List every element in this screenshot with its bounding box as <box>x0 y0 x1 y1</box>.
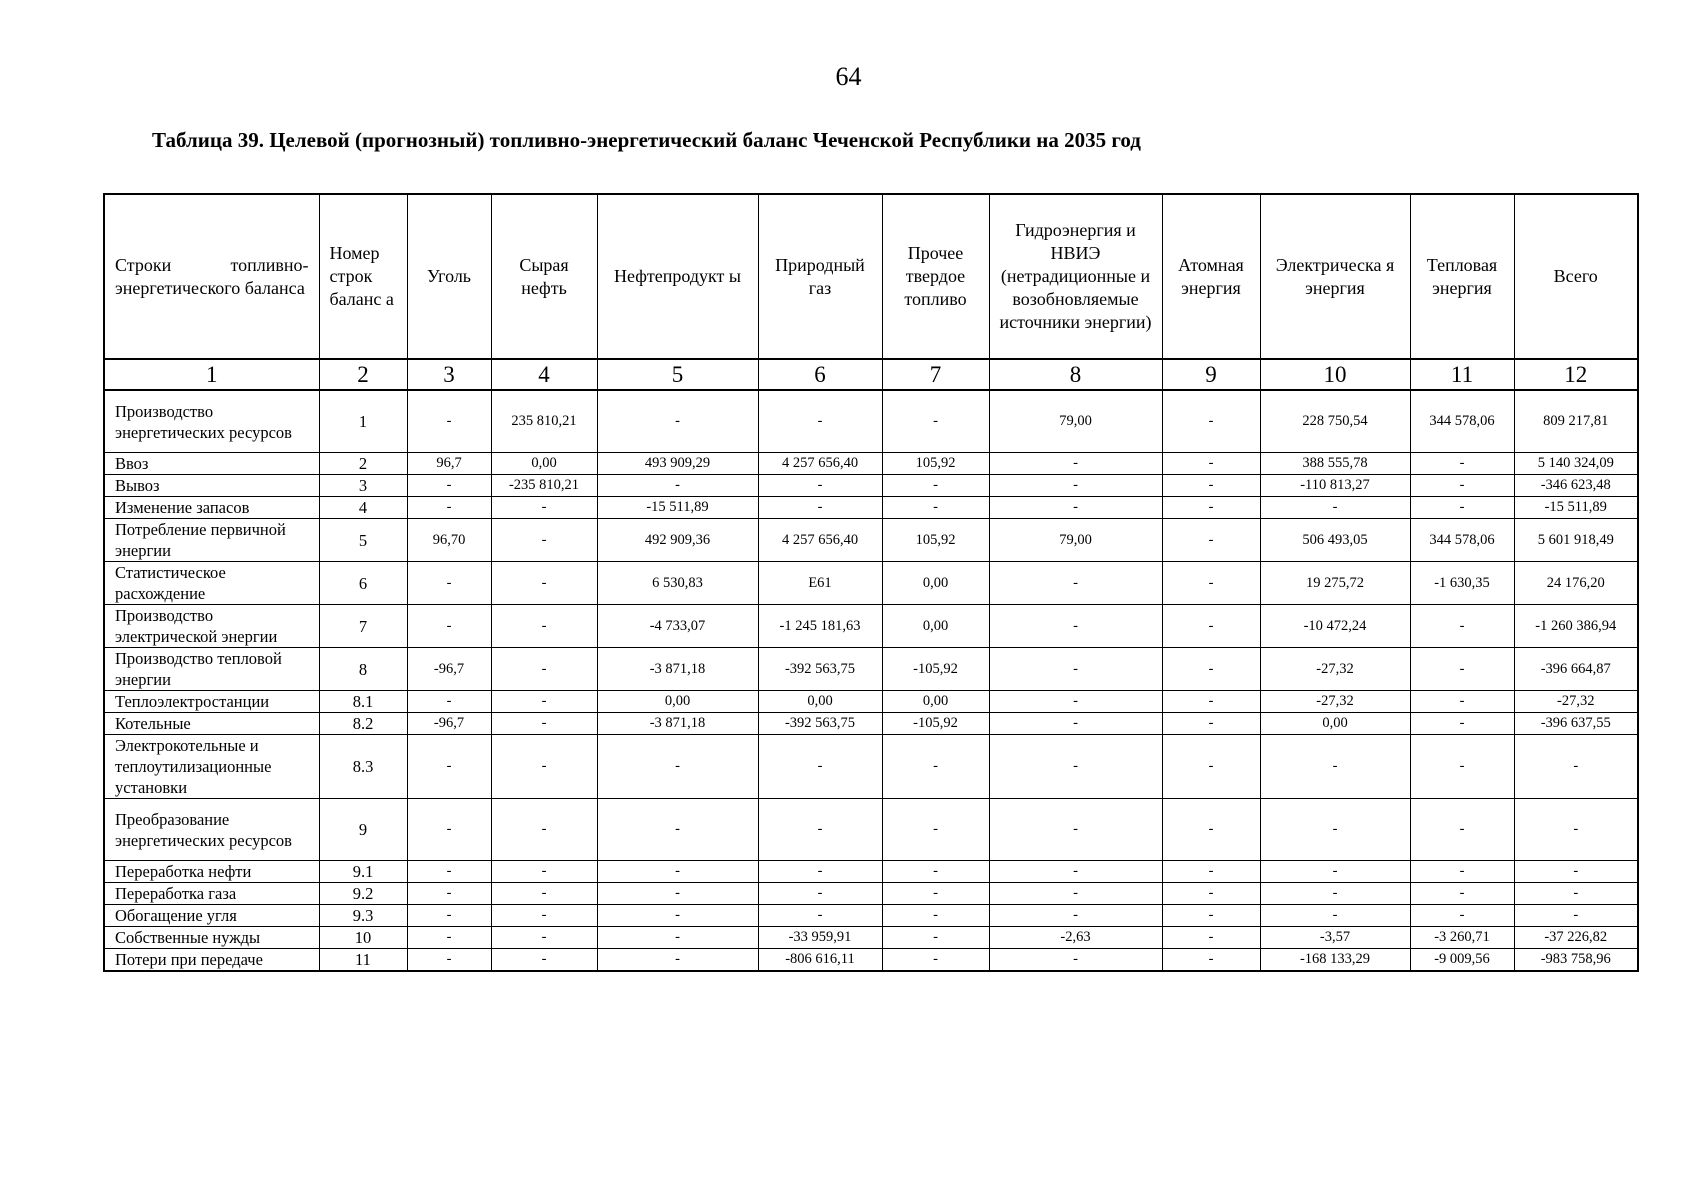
row-label: Собственные нужды <box>104 927 319 949</box>
row-label: Переработка газа <box>104 883 319 905</box>
header-cell: Уголь <box>407 194 491 359</box>
column-number-cell: 7 <box>882 359 989 390</box>
row-code: 6 <box>319 562 407 605</box>
header-cell: Электрическа я энергия <box>1260 194 1410 359</box>
table-cell: 96,70 <box>407 519 491 562</box>
table-row <box>104 475 1638 497</box>
table-cell: - <box>1410 713 1514 735</box>
table-cell: - <box>758 861 882 883</box>
header-cell: Атомная энергия <box>1162 194 1260 359</box>
table-cell: - <box>1162 691 1260 713</box>
table-cell: 0,00 <box>1260 713 1410 735</box>
table-cell: - <box>407 949 491 972</box>
table-cell: - <box>491 519 597 562</box>
table-cell: - <box>597 390 758 453</box>
table-cell: - <box>597 905 758 927</box>
table-cell: - <box>758 497 882 519</box>
table-row <box>104 735 1638 799</box>
row-label: Потребление первичной энергии <box>104 519 319 562</box>
table-cell: - <box>597 861 758 883</box>
table-row <box>104 905 1638 927</box>
table-cell: - <box>1514 735 1638 799</box>
table-cell: -3 260,71 <box>1410 927 1514 949</box>
header-row <box>104 194 1638 359</box>
table-cell: 235 810,21 <box>491 390 597 453</box>
table-cell: 24 176,20 <box>1514 562 1638 605</box>
table-row <box>104 562 1638 605</box>
table-cell: 0,00 <box>597 691 758 713</box>
table-cell: -396 637,55 <box>1514 713 1638 735</box>
table-cell: - <box>1260 905 1410 927</box>
table-cell: - <box>882 905 989 927</box>
table-cell: - <box>1410 799 1514 861</box>
table-cell: 5 140 324,09 <box>1514 453 1638 475</box>
table-cell: - <box>1410 861 1514 883</box>
row-code: 9.1 <box>319 861 407 883</box>
table-row <box>104 861 1638 883</box>
row-code: 7 <box>319 605 407 648</box>
row-label: Статистическое расхождение <box>104 562 319 605</box>
table-cell: - <box>989 605 1162 648</box>
column-number-cell: 8 <box>989 359 1162 390</box>
table-cell: - <box>1162 713 1260 735</box>
table-row <box>104 883 1638 905</box>
table-cell: - <box>758 905 882 927</box>
row-label: Теплоэлектростанции <box>104 691 319 713</box>
table-cell: - <box>989 453 1162 475</box>
table-cell: 0,00 <box>882 605 989 648</box>
table-cell: - <box>597 949 758 972</box>
table-cell: 493 909,29 <box>597 453 758 475</box>
page-number: 64 <box>835 62 862 91</box>
table-cell: - <box>491 799 597 861</box>
table-cell: -27,32 <box>1514 691 1638 713</box>
row-code: 8 <box>319 648 407 691</box>
table-cell: 809 217,81 <box>1514 390 1638 453</box>
table-cell: - <box>758 475 882 497</box>
table-cell: - <box>758 883 882 905</box>
table-cell: 5 601 918,49 <box>1514 519 1638 562</box>
table-cell: -2,63 <box>989 927 1162 949</box>
table-cell: 344 578,06 <box>1410 519 1514 562</box>
table-cell: - <box>1162 883 1260 905</box>
column-number-row <box>104 359 1638 390</box>
table-row <box>104 927 1638 949</box>
table-cell: - <box>491 497 597 519</box>
table-cell: - <box>1410 648 1514 691</box>
table-cell: - <box>882 883 989 905</box>
table-cell: - <box>989 799 1162 861</box>
row-label: Производство энергетических ресурсов <box>104 390 319 453</box>
table-cell: - <box>1260 735 1410 799</box>
table-cell: - <box>1514 799 1638 861</box>
energy-balance-table <box>103 193 1639 972</box>
row-label: Производство электрической энергии <box>104 605 319 648</box>
table-cell: -168 133,29 <box>1260 949 1410 972</box>
table-cell: - <box>491 648 597 691</box>
header-cell: Строки топливно-энергетического баланса <box>104 194 319 359</box>
table-cell: - <box>1410 453 1514 475</box>
table-cell: - <box>491 605 597 648</box>
table-cell: - <box>882 927 989 949</box>
table-cell: - <box>882 949 989 972</box>
table-cell: 0,00 <box>882 691 989 713</box>
table-cell: - <box>1162 562 1260 605</box>
table-row <box>104 453 1638 475</box>
table-cell: - <box>989 949 1162 972</box>
table-cell: - <box>1410 475 1514 497</box>
table-cell: - <box>597 475 758 497</box>
row-code: 5 <box>319 519 407 562</box>
table-cell: 0,00 <box>491 453 597 475</box>
table-cell: - <box>1410 735 1514 799</box>
table-cell: - <box>1260 883 1410 905</box>
column-number-cell: 4 <box>491 359 597 390</box>
table-cell: - <box>882 475 989 497</box>
table-cell: -392 563,75 <box>758 713 882 735</box>
table-cell: - <box>597 883 758 905</box>
table-cell: - <box>407 861 491 883</box>
table-cell: - <box>989 562 1162 605</box>
table-cell: 506 493,05 <box>1260 519 1410 562</box>
header-cell: Сырая нефть <box>491 194 597 359</box>
row-label: Потери при передаче <box>104 949 319 972</box>
table-cell: 96,7 <box>407 453 491 475</box>
table-cell: -105,92 <box>882 713 989 735</box>
row-label: Котельные <box>104 713 319 735</box>
table-cell: -3,57 <box>1260 927 1410 949</box>
row-code: 1 <box>319 390 407 453</box>
row-code: 2 <box>319 453 407 475</box>
table-cell: - <box>1514 861 1638 883</box>
table-cell: - <box>989 735 1162 799</box>
table-cell: - <box>1410 497 1514 519</box>
header-cell: Прочее твердое топливо <box>882 194 989 359</box>
table-cell: -33 959,91 <box>758 927 882 949</box>
table-cell: - <box>882 390 989 453</box>
table-cell: - <box>491 691 597 713</box>
page-title: Таблица 39. Целевой (прогнозный) топливно-энергетический баланс Чеченской Республики на 2035 год <box>152 128 1141 152</box>
table-cell: - <box>1514 905 1638 927</box>
row-code: 10 <box>319 927 407 949</box>
table-cell: -235 810,21 <box>491 475 597 497</box>
table-cell: - <box>1260 861 1410 883</box>
table-cell: - <box>491 735 597 799</box>
row-code: 9.2 <box>319 883 407 905</box>
table-cell: - <box>491 861 597 883</box>
table-cell: - <box>989 861 1162 883</box>
table-cell: 0,00 <box>882 562 989 605</box>
table-cell: - <box>1162 475 1260 497</box>
table-cell: - <box>491 949 597 972</box>
table-cell: -27,32 <box>1260 691 1410 713</box>
table-cell: -27,32 <box>1260 648 1410 691</box>
table-cell: - <box>407 691 491 713</box>
column-number-cell: 10 <box>1260 359 1410 390</box>
table-cell: 105,92 <box>882 519 989 562</box>
table-cell: - <box>491 883 597 905</box>
table-cell: - <box>491 927 597 949</box>
row-label: Ввоз <box>104 453 319 475</box>
table-cell: - <box>882 497 989 519</box>
table-cell: 388 555,78 <box>1260 453 1410 475</box>
column-number-cell: 5 <box>597 359 758 390</box>
header-cell: Номер строк баланс а <box>319 194 407 359</box>
table-row <box>104 497 1638 519</box>
row-label: Обогащение угля <box>104 905 319 927</box>
table-cell: - <box>882 799 989 861</box>
table-row <box>104 390 1638 453</box>
table-cell: -105,92 <box>882 648 989 691</box>
table-cell: - <box>407 883 491 905</box>
column-number-cell: 3 <box>407 359 491 390</box>
row-code: 8.1 <box>319 691 407 713</box>
table-cell: - <box>407 799 491 861</box>
table-cell: 228 750,54 <box>1260 390 1410 453</box>
table-cell: - <box>407 390 491 453</box>
table-cell: - <box>989 691 1162 713</box>
column-number-cell: 6 <box>758 359 882 390</box>
table-row <box>104 648 1638 691</box>
table-cell: -4 733,07 <box>597 605 758 648</box>
row-label: Изменение запасов <box>104 497 319 519</box>
table-cell: - <box>1162 453 1260 475</box>
table-row <box>104 949 1638 972</box>
table-cell: - <box>1410 883 1514 905</box>
table-cell: - <box>989 883 1162 905</box>
table-cell: - <box>1162 735 1260 799</box>
table-cell: 492 909,36 <box>597 519 758 562</box>
header-cell: Всего <box>1514 194 1638 359</box>
table-cell: 4 257 656,40 <box>758 519 882 562</box>
table-cell: 0,00 <box>758 691 882 713</box>
table-cell: - <box>597 799 758 861</box>
table-cell: -96,7 <box>407 713 491 735</box>
table-row <box>104 713 1638 735</box>
table-cell: - <box>1162 390 1260 453</box>
table-cell: - <box>758 390 882 453</box>
table-cell: -346 623,48 <box>1514 475 1638 497</box>
row-code: 8.3 <box>319 735 407 799</box>
table-cell: -1 630,35 <box>1410 562 1514 605</box>
table-cell: -3 871,18 <box>597 713 758 735</box>
table-cell: -15 511,89 <box>1514 497 1638 519</box>
table-cell: -9 009,56 <box>1410 949 1514 972</box>
table-cell: - <box>407 475 491 497</box>
table-cell: -1 260 386,94 <box>1514 605 1638 648</box>
table-row <box>104 519 1638 562</box>
table-cell: - <box>597 735 758 799</box>
table-cell: - <box>1162 927 1260 949</box>
column-number-cell: 12 <box>1514 359 1638 390</box>
table-cell: - <box>1514 883 1638 905</box>
table-cell: 105,92 <box>882 453 989 475</box>
table-cell: - <box>1162 497 1260 519</box>
table-cell: - <box>882 735 989 799</box>
table-cell: E61 <box>758 562 882 605</box>
table-cell: - <box>1162 799 1260 861</box>
table-cell: - <box>407 497 491 519</box>
table-cell: -96,7 <box>407 648 491 691</box>
table-cell: - <box>1260 497 1410 519</box>
table-cell: -37 226,82 <box>1514 927 1638 949</box>
table-cell: -1 245 181,63 <box>758 605 882 648</box>
row-label: Электрокотельные и теплоутилизационные установки <box>104 735 319 799</box>
row-label: Производство тепловой энергии <box>104 648 319 691</box>
table-cell: - <box>1260 799 1410 861</box>
row-code: 4 <box>319 497 407 519</box>
table-cell: - <box>1162 861 1260 883</box>
table-cell: 79,00 <box>989 390 1162 453</box>
table-cell: -110 813,27 <box>1260 475 1410 497</box>
column-number-cell: 11 <box>1410 359 1514 390</box>
table-cell: - <box>758 735 882 799</box>
row-code: 3 <box>319 475 407 497</box>
table-cell: - <box>597 927 758 949</box>
row-label: Преобразование энергетических ресурсов <box>104 799 319 861</box>
table-cell: 6 530,83 <box>597 562 758 605</box>
table-cell: -10 472,24 <box>1260 605 1410 648</box>
header-cell: Природный газ <box>758 194 882 359</box>
table-cell: - <box>1162 519 1260 562</box>
table-cell: - <box>1410 605 1514 648</box>
header-cell: Тепловая энергия <box>1410 194 1514 359</box>
table-cell: - <box>1162 648 1260 691</box>
row-code: 9.3 <box>319 905 407 927</box>
table-cell: - <box>491 562 597 605</box>
table-row <box>104 799 1638 861</box>
table-cell: - <box>407 927 491 949</box>
table-cell: - <box>1410 691 1514 713</box>
table-cell: - <box>491 905 597 927</box>
energy-balance-table-container <box>103 193 1639 972</box>
table-cell: - <box>758 799 882 861</box>
table-cell: - <box>407 905 491 927</box>
table-cell: - <box>407 735 491 799</box>
table-cell: -983 758,96 <box>1514 949 1638 972</box>
table-cell: - <box>989 648 1162 691</box>
row-code: 11 <box>319 949 407 972</box>
table-cell: 79,00 <box>989 519 1162 562</box>
table-cell: -806 616,11 <box>758 949 882 972</box>
table-cell: - <box>989 713 1162 735</box>
row-label: Вывоз <box>104 475 319 497</box>
header-cell: Гидроэнергия и НВИЭ (нетрадиционные и возобновляемые источники энергии) <box>989 194 1162 359</box>
table-cell: - <box>1162 905 1260 927</box>
table-cell: - <box>491 713 597 735</box>
table-row <box>104 605 1638 648</box>
header-cell: Нефтепродукт ы <box>597 194 758 359</box>
column-number-cell: 2 <box>319 359 407 390</box>
row-code: 9 <box>319 799 407 861</box>
table-cell: - <box>1162 949 1260 972</box>
table-cell: 4 257 656,40 <box>758 453 882 475</box>
table-cell: 19 275,72 <box>1260 562 1410 605</box>
table-cell: -3 871,18 <box>597 648 758 691</box>
row-code: 8.2 <box>319 713 407 735</box>
table-cell: - <box>989 475 1162 497</box>
table-cell: - <box>882 861 989 883</box>
table-cell: - <box>407 562 491 605</box>
table-cell: - <box>989 905 1162 927</box>
table-cell: - <box>407 605 491 648</box>
row-label: Переработка нефти <box>104 861 319 883</box>
column-number-cell: 1 <box>104 359 319 390</box>
table-row <box>104 691 1638 713</box>
table-cell: 344 578,06 <box>1410 390 1514 453</box>
table-cell: - <box>1410 905 1514 927</box>
table-cell: -396 664,87 <box>1514 648 1638 691</box>
table-cell: -15 511,89 <box>597 497 758 519</box>
column-number-cell: 9 <box>1162 359 1260 390</box>
table-cell: -392 563,75 <box>758 648 882 691</box>
table-cell: - <box>989 497 1162 519</box>
table-cell: - <box>1162 605 1260 648</box>
